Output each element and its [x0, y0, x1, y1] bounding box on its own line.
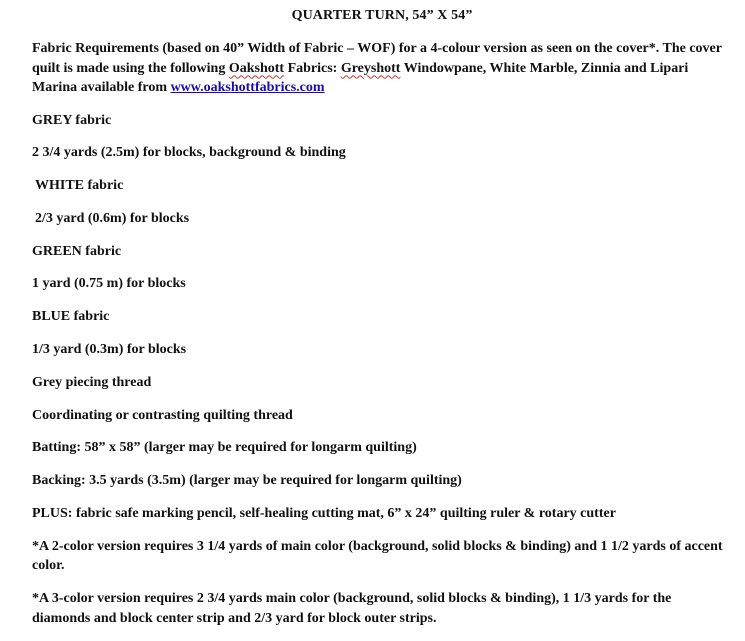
quilting-thread: Coordinating or contrasting quilting thread: [32, 407, 293, 423]
white-fabric-heading: WHITE fabric: [35, 178, 124, 194]
intro-text-1: Fabric Requirements (based on 40” Width of Fabric – WOF) for a 4-colour version as seen on the cover*. The cover quilt is made using the following: [32, 41, 722, 76]
green-fabric-heading: GREEN fabric: [32, 243, 122, 259]
brand-greyshott: Greyshott: [340, 60, 401, 76]
backing-requirement: Backing: 3.5 yards (3.5m) (larger may be required for longarm quilting): [32, 473, 462, 489]
intro-text-3: Windowpane, White Marble, Zinnia and Lipari Marina available from: [32, 60, 689, 95]
three-color-note: *A 3-color version requires 2 3/4 yards main color (background, solid blocks & binding), 1 1/3 yards for the diamonds and block center strip and 2/3 yard for block outer strips.: [32, 591, 672, 626]
green-fabric-amount: 1 yard (0.75 m) for blocks: [32, 276, 186, 292]
blue-fabric-amount: 1/3 yard (0.3m) for blocks: [32, 342, 187, 358]
white-fabric-amount: 2/3 yard (0.6m) for blocks: [35, 210, 190, 226]
document-title: QUARTER TURN, 54” X 54”: [291, 8, 473, 23]
brand-oakshott: Oakshott: [228, 60, 285, 76]
intro-paragraph: [32, 39, 732, 98]
plus-supplies: PLUS: fabric safe marking pencil, self-healing cutting mat, 6” x 24” quilting ruler & rotary cutter: [32, 506, 616, 522]
piecing-thread: Grey piecing thread: [32, 374, 152, 390]
document-page: [32, 8, 732, 641]
blue-fabric-heading: BLUE fabric: [32, 309, 110, 325]
batting-requirement: Batting: 58” x 58” (larger may be required for longarm quilting): [32, 440, 417, 456]
two-color-note: *A 2-color version requires 3 1/4 yards of main color (background, solid blocks & binding) and 1 1/2 yards of accent color.: [32, 538, 723, 574]
grey-fabric-amount: 2 3/4 yards (2.5m) for blocks, background & binding: [32, 145, 346, 161]
grey-fabric-heading: GREY fabric: [32, 112, 112, 128]
website-link[interactable]: www.oakshottfabrics.com: [170, 80, 325, 95]
intro-text-2: Fabrics:: [284, 60, 341, 76]
